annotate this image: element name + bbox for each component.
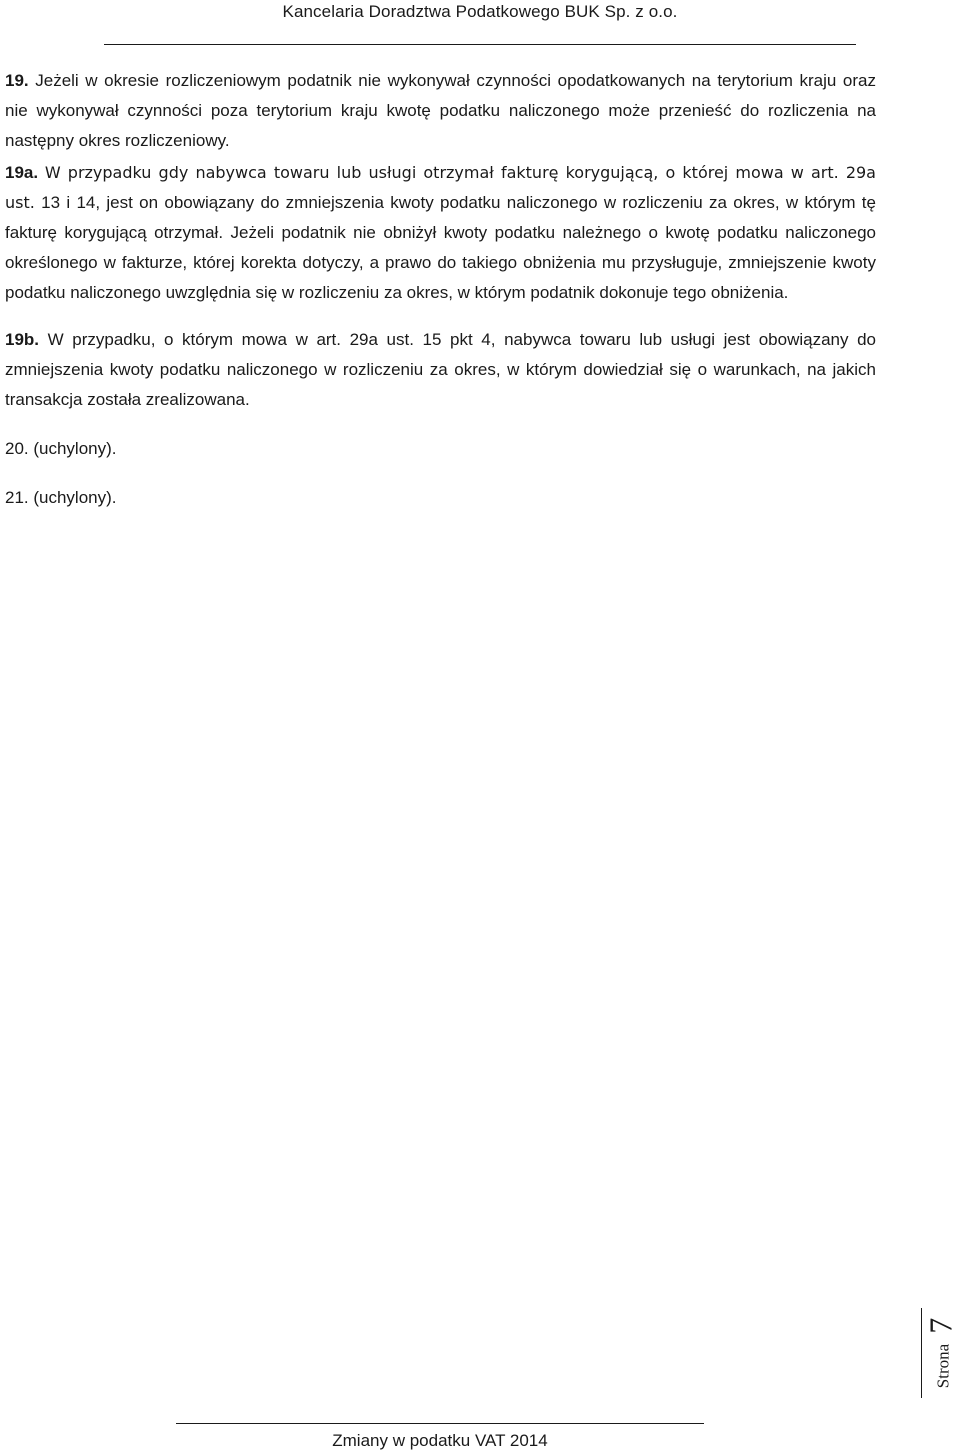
page-label: Strona (933, 1343, 953, 1389)
paragraph-number: 19b. (5, 330, 40, 349)
paragraph-text: Jeżeli w okresie rozliczeniowym podatnik nie wykonywał czynności opodatkowanych na terytorium kraju oraz nie wykonywał czynności poza terytorium kraju kwotę podatku naliczonego może przenieść do rozliczenia na następny okres rozliczeniowy. (5, 71, 876, 150)
paragraph-20: 20. (uchylony). (5, 439, 117, 458)
page-footer: Zmiany w podatku VAT 2014 (332, 1431, 548, 1450)
paragraph-19b (5, 325, 876, 415)
paragraph-19 (5, 66, 876, 156)
paragraph-21: 21. (uchylony). (5, 488, 117, 507)
paragraph-19a (5, 158, 876, 308)
paragraph-text-lead: W przypadku gdy nabywca towaru lub usługi otrzymał fakturę korygującą, o której mowa w art. 29a ust. (5, 163, 876, 212)
paragraph-number: 19a. (5, 163, 39, 182)
page-header: Kancelaria Doradztwa Podatkowego BUK Sp. z o.o. (282, 2, 678, 21)
document-body (5, 66, 876, 513)
paragraph-text: W przypadku, o którym mowa w art. 29a ust. 15 pkt 4, nabywca towaru lub usługi jest obowiązany do zmniejszenia kwoty podatku naliczonego w rozliczeniu za okres, w którym dowiedział się o warunkach, na jakich transakcja została zrealizowana. (5, 330, 876, 409)
page-number-marker (921, 1308, 960, 1398)
footer-divider (176, 1423, 704, 1424)
paragraph-text: 13 i 14, jest on obowiązany do zmniejszenia kwoty podatku naliczonego w rozliczeniu za okres, w którym tę fakturę korygującą otrzymał. Jeżeli podatnik nie obniżył kwoty podatku należnego o kwotę podatku naliczonego określonego w fakturze, której korekta dotyczy, a prawo do takiego obniżenia mu przysługuje, zmniejszenie kwoty podatku naliczonego uwzględnia się w rozliczeniu za okres, w którym podatnik dokonuje tego obniżenia. (5, 193, 876, 302)
header-divider (104, 44, 856, 45)
page-number: 7 (922, 1317, 959, 1334)
paragraph-number: 19. (5, 71, 29, 90)
